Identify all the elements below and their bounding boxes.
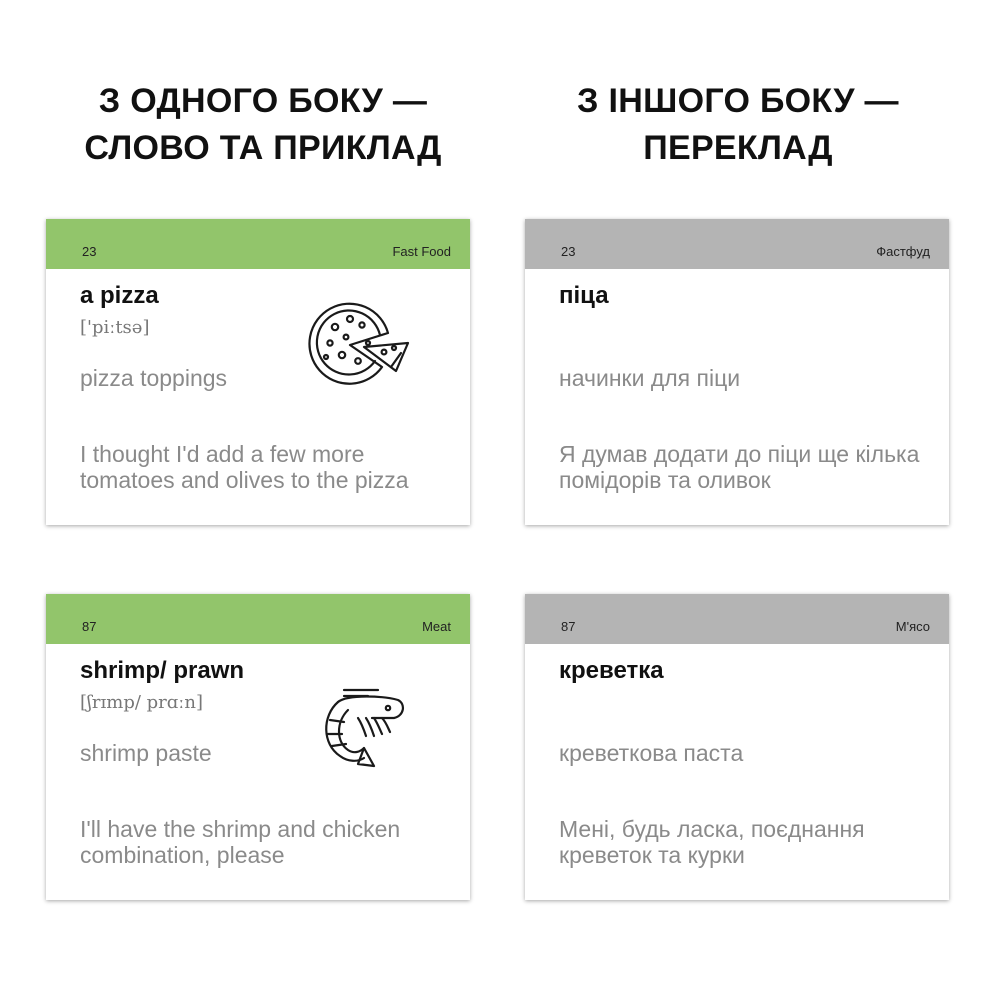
card-word: shrimp/ prawn xyxy=(80,657,245,684)
pizza-icon xyxy=(304,297,416,392)
flashcard-shrimp-front xyxy=(46,594,470,900)
card-collocation-translation: креветкова паста xyxy=(559,740,744,766)
card-number: 23 xyxy=(561,244,576,259)
card-header xyxy=(525,594,949,644)
card-header xyxy=(46,594,470,644)
card-transcription: [ʃrɪmp/ prɑːn] xyxy=(80,692,203,713)
card-example: I thought I'd add a few more tomatoes and olives to the pizza xyxy=(80,441,409,493)
heading-back-line-2: ПЕРЕКЛАД xyxy=(643,129,833,167)
card-example-translation: Мені, будь ласка, поєднання креветок та курки xyxy=(559,816,865,868)
card-category: М'ясо xyxy=(895,619,930,634)
card-word: a pizza xyxy=(80,282,159,309)
card-header xyxy=(46,219,470,269)
heading-front-side xyxy=(33,78,493,172)
flashcard-pizza-back xyxy=(525,219,949,525)
card-number: 87 xyxy=(82,619,97,634)
card-collocation-translation: начинки для піци xyxy=(559,365,741,391)
card-number: 23 xyxy=(82,244,97,259)
heading-back-line-1: З ІНШОГО БОКУ — xyxy=(577,82,899,120)
flashcard-shrimp-back xyxy=(525,594,949,900)
card-number: 87 xyxy=(561,619,576,634)
heading-front-line-2: СЛОВО ТА ПРИКЛАД xyxy=(84,129,442,167)
heading-front-line-1: З ОДНОГО БОКУ — xyxy=(98,82,428,120)
flashcard-pizza-front xyxy=(46,219,470,525)
card-example: I'll have the shrimp and chicken combination, please xyxy=(80,816,401,868)
card-transcription: ['piːtsə] xyxy=(80,317,150,338)
card-header xyxy=(525,219,949,269)
card-collocation: pizza toppings xyxy=(80,365,228,391)
card-category: Фастфуд xyxy=(876,244,930,259)
card-collocation: shrimp paste xyxy=(80,740,212,766)
shrimp-icon xyxy=(318,686,410,777)
heading-back-side xyxy=(508,78,968,172)
card-example-translation: Я думав додати до піци ще кілька помідорів та оливок xyxy=(559,441,920,493)
card-translation: піца xyxy=(559,282,609,309)
card-translation: креветка xyxy=(559,657,664,684)
card-category: Fast Food xyxy=(392,244,451,259)
card-category: Meat xyxy=(422,619,451,634)
